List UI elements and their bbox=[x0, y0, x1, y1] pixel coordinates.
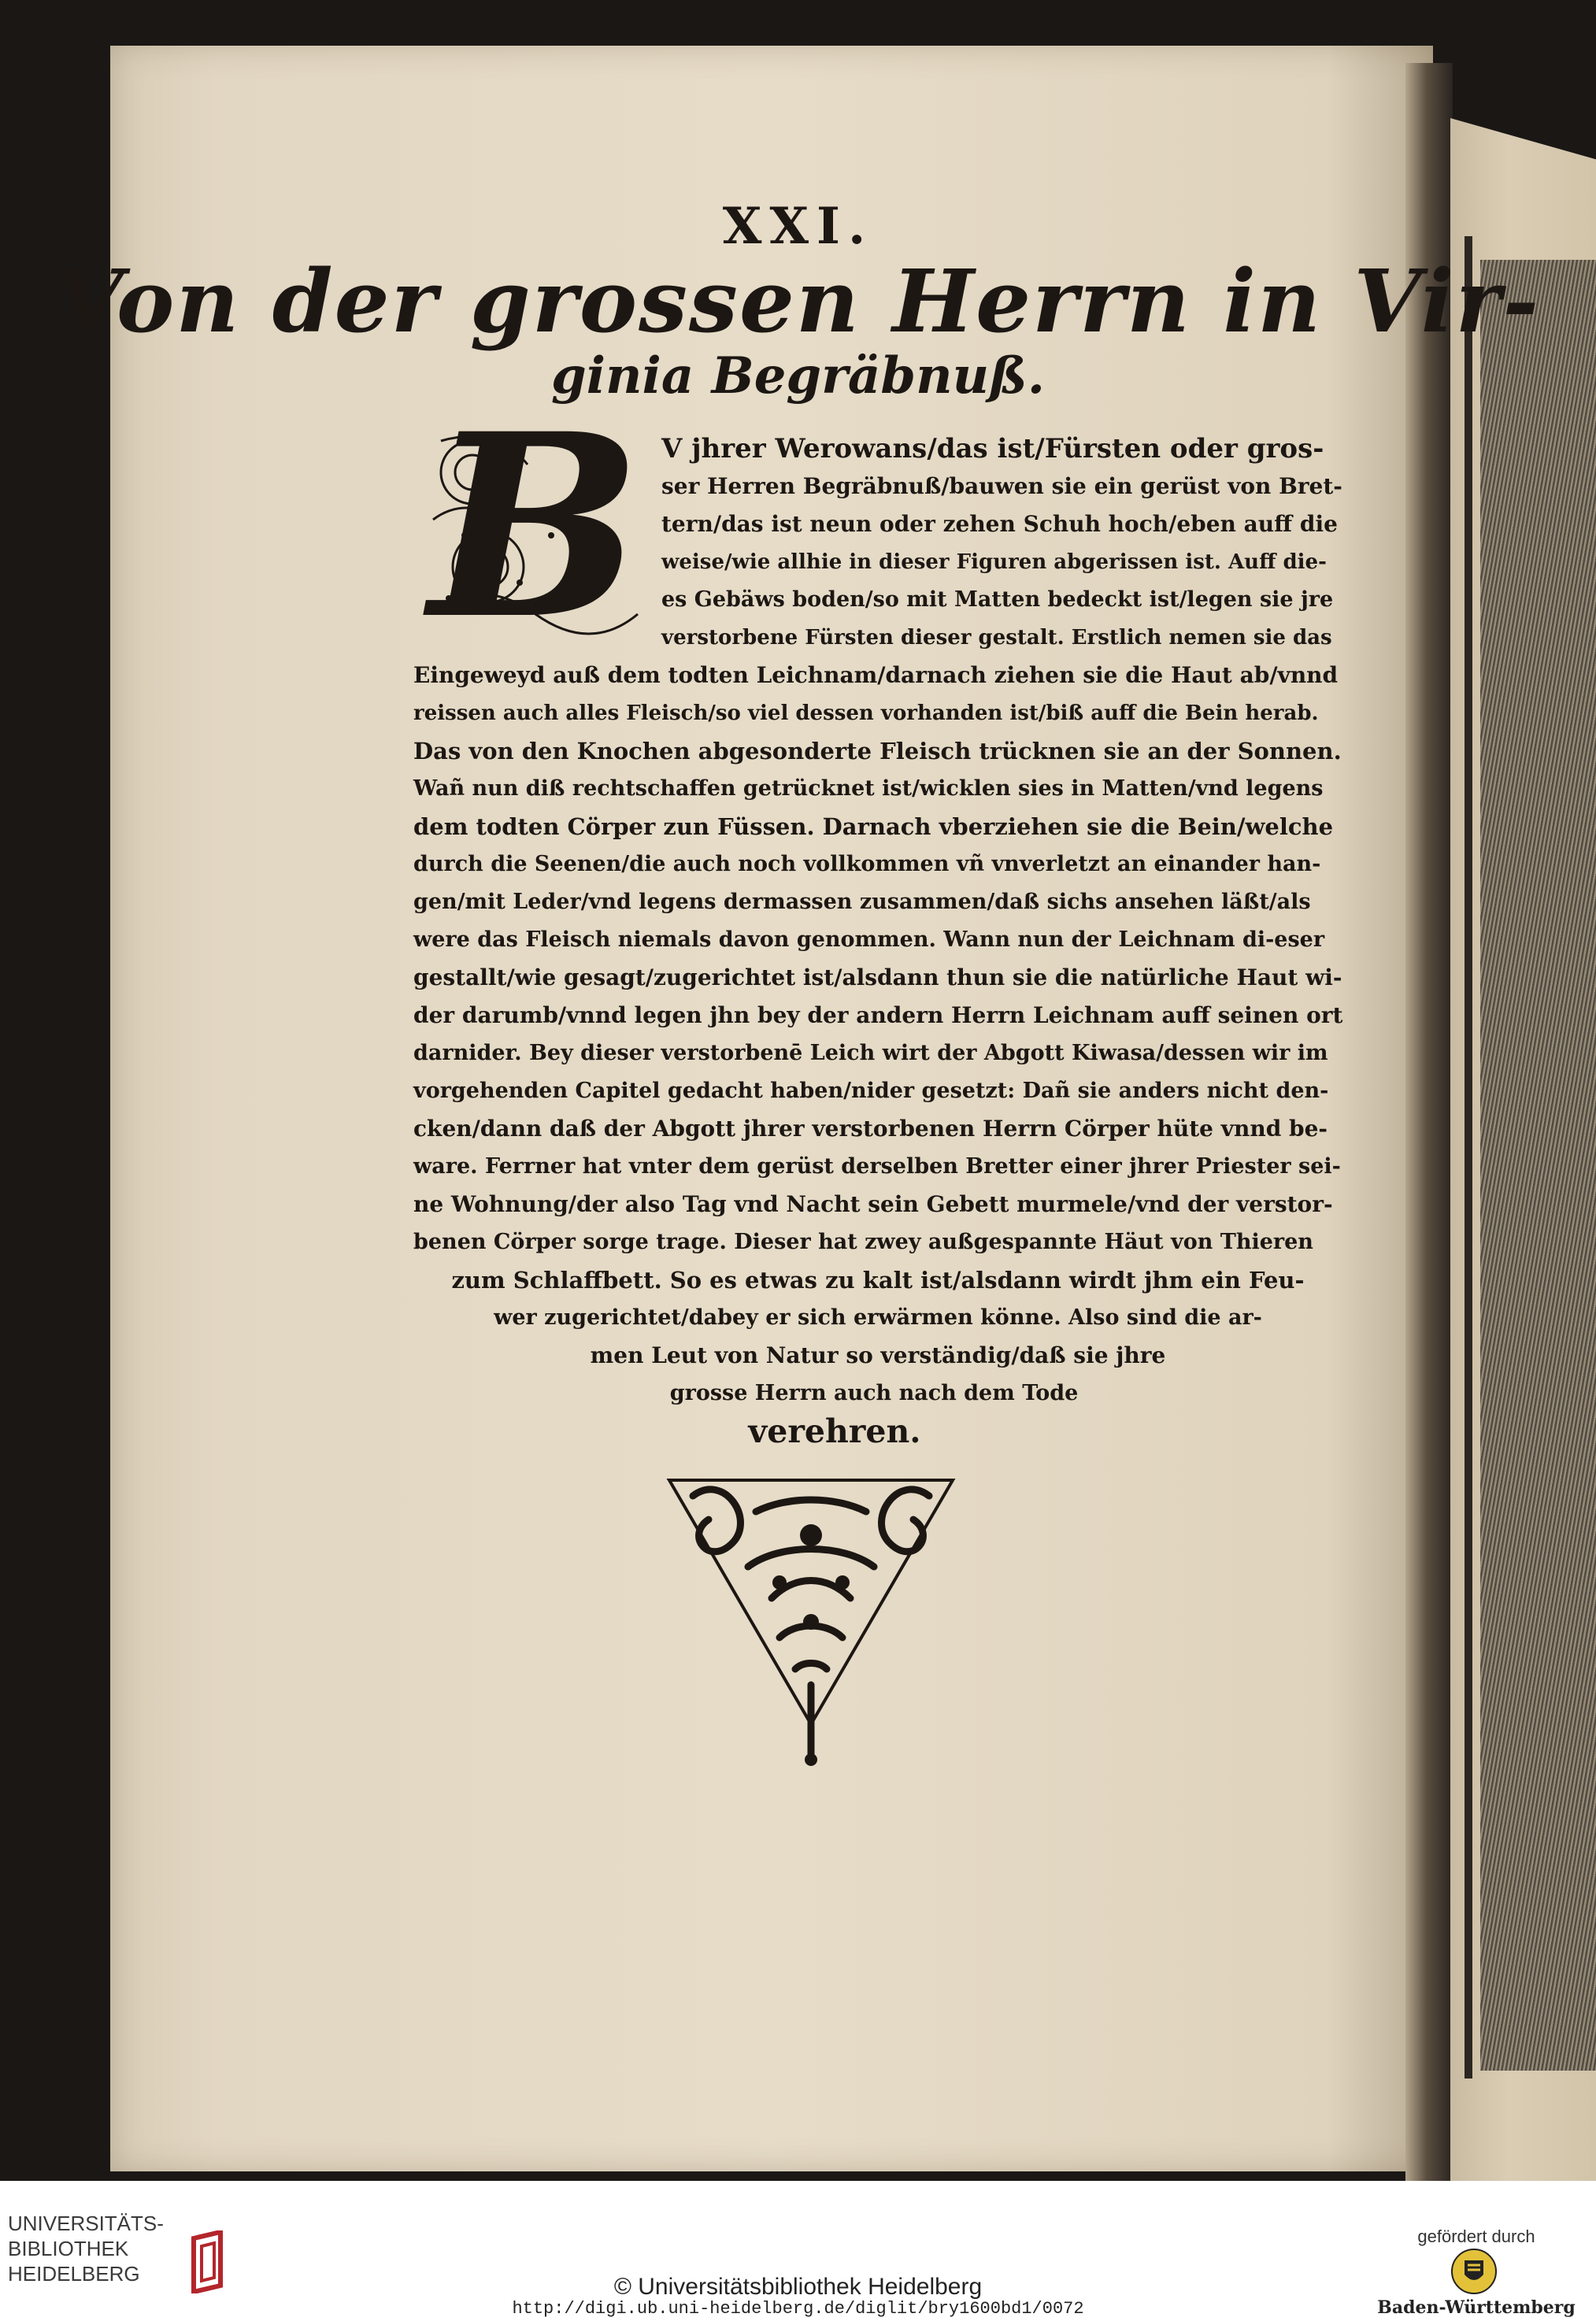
funded-by-label: gefördert durch bbox=[1417, 2227, 1535, 2246]
text-line: vorgehenden Capitel gedacht haben/nider gesetzt: Dañ sie anders nicht den- bbox=[413, 1079, 1329, 1103]
copyright-notice: © Universitätsbibliothek Heidelberg bbox=[613, 2274, 983, 2300]
text-line: weise/wie allhie in dieser Figuren abgerissen ist. Auff die- bbox=[661, 550, 1327, 574]
text-line: ne Wohnung/der also Tag vnd Nacht sein Gebett murmele/vnd der verstor- bbox=[413, 1191, 1333, 1217]
engraving-illustration bbox=[1480, 260, 1596, 2071]
text-line: Eingeweyd auß dem todten Leichnam/darnach ziehen sie die Haut ab/vnnd bbox=[413, 662, 1339, 688]
text-line: es Gebäws boden/so mit Matten bedeckt ist/legen sie jre bbox=[661, 587, 1334, 612]
text-line: reissen auch alles Fleisch/so viel dessen vorhanden ist/biß auff die Bein herab. bbox=[413, 701, 1319, 725]
text-line: Das von den Knochen abgesonderte Fleisch trücknen sie an der Sonnen. bbox=[413, 738, 1342, 764]
text-line: der darumb/vnnd legen jhn bey der andern Herrn Leichnam auff seinen ort bbox=[413, 1002, 1343, 1028]
permalink-url[interactable]: http://digi.ub.uni-heidelberg.de/diglit/bry1600bd1/0072 bbox=[512, 2299, 1084, 2319]
library-name-line: HEIDELBERG bbox=[8, 2262, 140, 2286]
text-line: grosse Herrn auch nach dem Tode bbox=[669, 1381, 1079, 1405]
text-line: benen Cörper sorge trage. Dieser hat zwey außgespannte Häut von Thieren bbox=[413, 1230, 1313, 1254]
text-line: dem todten Cörper zun Füssen. Darnach vberziehen sie die Bein/welche bbox=[413, 813, 1334, 840]
text-line: ware. Ferrner hat vnter dem gerüst derselben Bretter einer jhrer Priester sei- bbox=[413, 1154, 1341, 1179]
text-line: gestallt/wie gesagt/zugerichtet ist/alsdann thun sie die natürliche Haut wi- bbox=[413, 964, 1342, 990]
text-line: gen/mit Leder/vnd legens dermassen zusammen/daß sichs ansehen läßt/als bbox=[413, 890, 1311, 914]
text-line: tern/das ist neun oder zehen Schuh hoch/eben auff die bbox=[661, 511, 1338, 537]
text-line: cken/dann daß der Abgott jhrer verstorbenen Herrn Cörper hüte vnnd be- bbox=[413, 1116, 1328, 1142]
funder-name: Baden-Württemberg bbox=[1377, 2297, 1576, 2318]
chapter-title-line-1: Von der grossen Herrn in Vir- bbox=[55, 250, 1541, 352]
chapter-number: XXI. bbox=[722, 197, 874, 256]
text-line: men Leut von Natur so verständig/daß sie jhre bbox=[590, 1342, 1166, 1368]
text-line: Wañ nun diß rechtschaffen getrücknet ist/wicklen sies in Matten/vnd legens bbox=[413, 776, 1324, 801]
text-line: verehren. bbox=[748, 1412, 921, 1450]
initial-letter: B bbox=[428, 379, 642, 675]
tailpiece-ornament-icon bbox=[661, 1464, 961, 1771]
text-line: verstorbene Fürsten dieser gestalt. Erstlich nemen sie das bbox=[661, 626, 1332, 650]
text-line: durch die Seenen/die auch noch vollkommen vñ vnverletzt an einander han- bbox=[413, 852, 1321, 876]
text-line: were das Fleisch niemals davon genommen. Wann nun der Leichnam di-eser bbox=[413, 927, 1325, 952]
text-line: V jhrer Werowans/das ist/Fürsten oder gros- bbox=[661, 433, 1324, 465]
library-name-line: BIBLIOTHEK bbox=[8, 2237, 129, 2260]
text-line: zum Schlaffbett. So es etwas zu kalt ist/alsdann wirdt jhm ein Feu- bbox=[451, 1267, 1305, 1294]
text-line: ser Herren Begräbnuß/bauwen sie ein gerüst von Bret- bbox=[661, 473, 1342, 499]
baden-wuerttemberg-seal-icon bbox=[1450, 2248, 1498, 2295]
text-line: wer zugerichtet/dabey er sich erwärmen könne. Also sind die ar- bbox=[494, 1305, 1262, 1330]
library-name-line: UNIVERSITÄTS- bbox=[8, 2212, 164, 2235]
decorated-initial bbox=[417, 379, 654, 675]
chapter-title-line-2: ginia Begräbnuß. bbox=[550, 346, 1046, 405]
text-line: darnider. Bey dieser verstorbenē Leich wirt der Abgott Kiwasa/dessen wir im bbox=[413, 1041, 1328, 1065]
